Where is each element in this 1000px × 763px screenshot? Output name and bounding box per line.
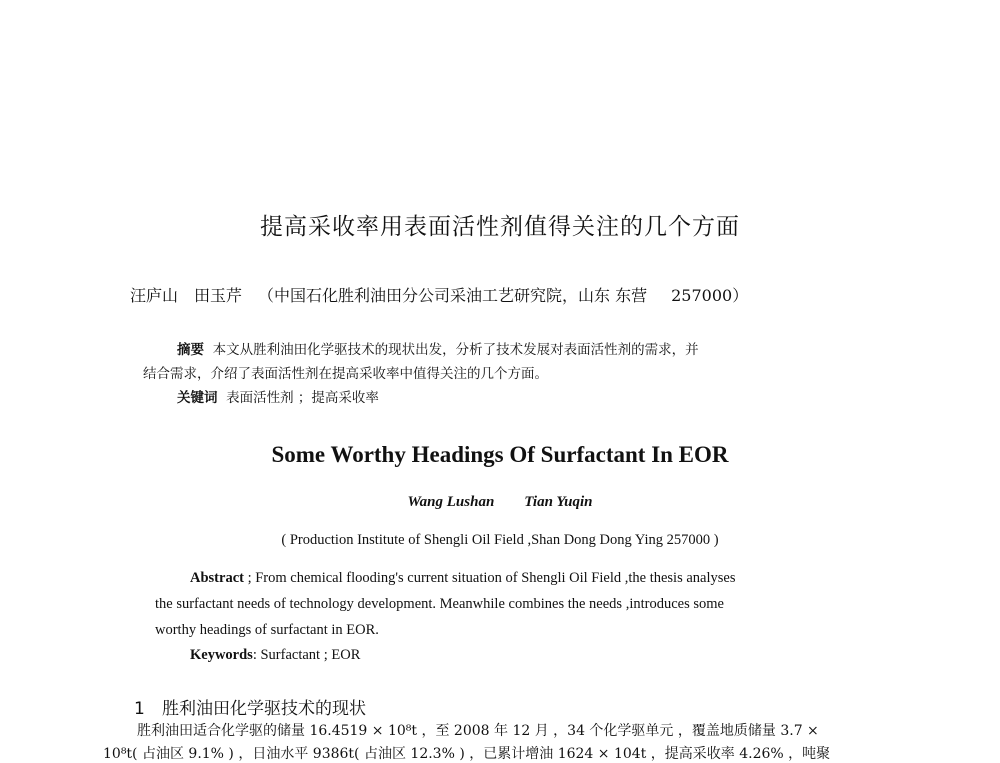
english-title: Some Worthy Headings Of Surfactant In EOR bbox=[271, 442, 729, 467]
keywords-text: 表面活性剂 ；提高采收率 bbox=[226, 390, 379, 406]
english-abstract-line bbox=[190, 570, 735, 587]
author-name: 田玉芹 bbox=[194, 286, 243, 305]
author-name: Tian Yuqin bbox=[524, 494, 593, 510]
chinese-authors bbox=[130, 283, 748, 306]
chinese-title: 提高采收率用表面活性剂值得关注的几个方面 bbox=[260, 214, 740, 240]
english-affiliation: ( Production Institute of Shengli Oil Field ,Shan Dong Dong Ying 257000 ) bbox=[281, 532, 719, 548]
chinese-abstract-line bbox=[143, 338, 863, 362]
author-name: 汪庐山 bbox=[130, 286, 179, 305]
abstract-text: 本文从胜利油田化学驱技术的现状出发，分析了技术发展对表面活性剂的需求，并 bbox=[212, 342, 699, 358]
abstract-label: 摘要 bbox=[177, 342, 204, 358]
body-text-line: 胜利油田适合化学驱的储量 16.4519 × 10⁸t ，至 2008 年 12 月 ，34 个化学驱单元 ，覆盖地质储量 3.7 × bbox=[137, 723, 819, 739]
abstract-text: ; From chemical flooding's current situation of Shengli Oil Field ,the thesis analyses bbox=[243, 570, 736, 586]
english-abstract-line: the surfactant needs of technology development. Meanwhile combines the needs ,introduces some bbox=[155, 596, 724, 612]
section-number: 1 bbox=[134, 699, 145, 719]
abstract-label: Abstract bbox=[190, 570, 244, 586]
english-abstract-line: worthy headings of surfactant in EOR. bbox=[155, 622, 379, 638]
section-heading bbox=[134, 694, 366, 719]
keywords-text: : Surfactant ; EOR bbox=[252, 647, 361, 663]
english-keywords bbox=[190, 647, 360, 664]
keywords-label: Keywords bbox=[190, 647, 253, 663]
postcode: 257000） bbox=[671, 286, 749, 305]
chinese-affiliation: （中国石化胜利油田分公司采油工艺研究院，山东 东营 bbox=[258, 286, 648, 305]
section-title: 胜利油田化学驱技术的现状 bbox=[162, 699, 366, 719]
body-text-line: 10⁸t( 占油区 9.1% ) ，日油水平 9386t( 占油区 12.3% ) ，已累计增油 1624 × 104t ，提高采收率 4.26% ，吨聚 bbox=[103, 746, 831, 762]
chinese-keywords bbox=[143, 386, 863, 410]
author-name: Wang Lushan bbox=[407, 494, 495, 510]
chinese-abstract bbox=[143, 338, 863, 410]
chinese-abstract-line: 结合需求，介绍了表面活性剂在提高采收率中值得关注的几个方面。 bbox=[143, 366, 548, 382]
keywords-label: 关键词 bbox=[177, 390, 218, 406]
english-authors bbox=[0, 494, 1000, 511]
